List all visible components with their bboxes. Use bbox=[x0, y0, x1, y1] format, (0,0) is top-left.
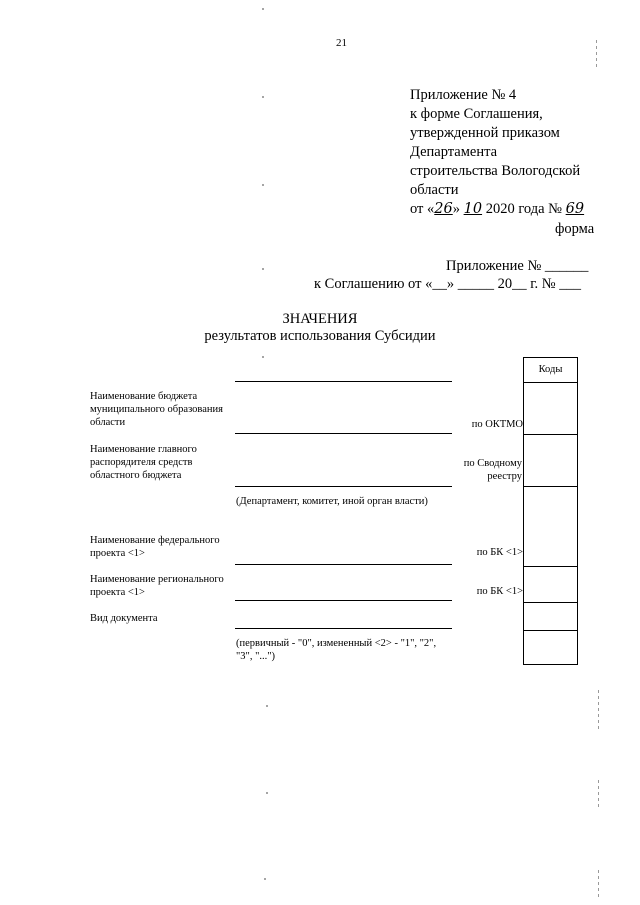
budget-name-line bbox=[235, 433, 452, 434]
appendix-line-6: области bbox=[410, 182, 459, 198]
appendix-blank-number: Приложение № ______ bbox=[446, 258, 589, 274]
federal-project-line bbox=[235, 564, 452, 565]
scan-speck bbox=[262, 356, 264, 358]
bk-label-2: по БК <1> bbox=[476, 586, 523, 597]
appendix-line-3: утвержденной приказом bbox=[410, 125, 560, 141]
scan-speck bbox=[262, 8, 264, 10]
doc-type-line bbox=[235, 628, 452, 629]
scan-speck bbox=[266, 792, 268, 794]
scan-speck bbox=[262, 268, 264, 270]
agreement-line: к Соглашению от «__» _____ 20__ г. № ___ bbox=[314, 276, 581, 292]
federal-project-label: Наименование федерального проекта <1> bbox=[90, 535, 220, 559]
codes-cell-divider bbox=[524, 630, 577, 631]
scan-edge bbox=[598, 870, 599, 900]
manager-name-label: Наименование главного распорядителя средств областного бюджета bbox=[90, 444, 197, 481]
codes-cell-divider bbox=[524, 434, 577, 435]
consolidated-registry-label: по Сводному реестру bbox=[463, 458, 522, 482]
codes-header: Коды bbox=[524, 358, 577, 383]
handwritten-number: 69 bbox=[565, 201, 585, 217]
appendix-line-1: Приложение № 4 bbox=[410, 87, 517, 103]
regional-project-line bbox=[235, 600, 452, 601]
scan-speck bbox=[262, 96, 264, 98]
appendix-block bbox=[410, 86, 584, 219]
budget-name-label: Наименование бюджета муниципального образования области bbox=[90, 391, 223, 428]
document-title: ЗНАЧЕНИЯ bbox=[282, 311, 358, 327]
oktmo-label: по ОКТМО bbox=[471, 419, 523, 430]
manager-hint: (Департамент, комитет, иной орган власти) bbox=[236, 496, 428, 507]
handwritten-month: 10 bbox=[463, 201, 483, 217]
appendix-line-5: строительства Вологодской bbox=[410, 163, 581, 179]
scan-speck bbox=[266, 705, 268, 707]
page-number: 21 bbox=[336, 37, 347, 49]
manager-name-line bbox=[235, 486, 452, 487]
codes-table bbox=[523, 357, 578, 665]
doc-type-hint: (первичный - "0", измененный <2> - "1", "2", "3", "...") bbox=[236, 638, 437, 662]
appendix-line-4: Департамента bbox=[410, 144, 498, 160]
handwritten-day: 26 bbox=[434, 201, 453, 217]
doc-type-label: Вид документа bbox=[90, 613, 158, 624]
scan-edge bbox=[596, 40, 597, 70]
appendix-date-line: от «26» 10 2020 года № 69 bbox=[410, 201, 585, 217]
regional-project-label: Наименование регионального проекта <1> bbox=[90, 574, 224, 598]
codes-cell-divider bbox=[524, 486, 577, 487]
scan-speck bbox=[262, 184, 264, 186]
codes-cell-divider bbox=[524, 566, 577, 567]
bk-label-1: по БК <1> bbox=[476, 547, 523, 558]
scan-edge bbox=[598, 780, 599, 810]
scan-speck bbox=[264, 878, 266, 880]
document-subtitle: результатов использования Субсидии bbox=[204, 328, 436, 344]
budget-name-line-top bbox=[235, 381, 452, 382]
form-label: форма bbox=[555, 221, 595, 237]
codes-cell-divider bbox=[524, 602, 577, 603]
scan-edge bbox=[598, 690, 599, 730]
appendix-line-2: к форме Соглашения, bbox=[410, 106, 543, 122]
